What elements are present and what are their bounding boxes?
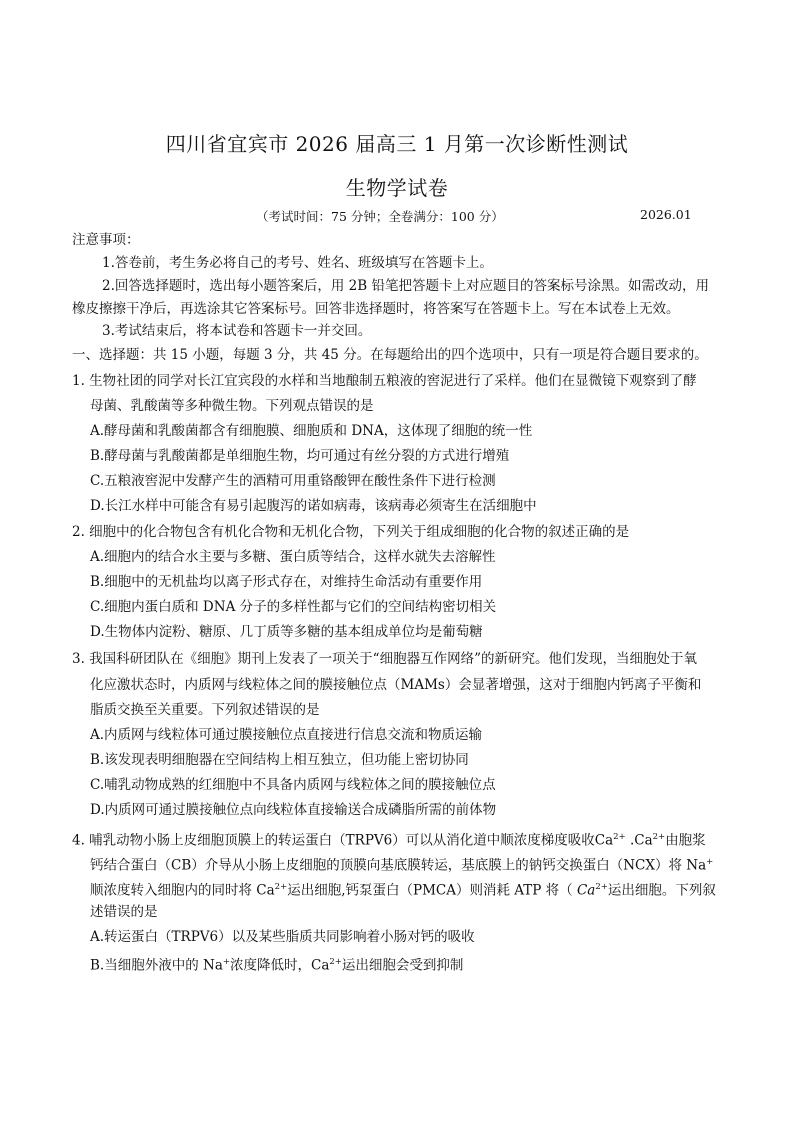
question-2-stem: 2. 细胞中的化合物包含有机化合物和无机化合物，下列关于组成细胞的化合物的叙述正确的是 [72, 524, 630, 540]
q4-text: 由胞浆 [665, 832, 706, 849]
note-item: 橡皮擦擦干净后，再选涂其它答案标号。回答非选择题时，将答案写在答题卡上。写在本试卷上无效。 [72, 301, 680, 317]
superscript: + [222, 957, 230, 967]
q4-text: Ca [576, 882, 596, 899]
superscript: 2+ [613, 832, 626, 842]
q4-text: .Ca [625, 832, 653, 849]
q4-text: B.当细胞外液中的 Na [90, 957, 223, 974]
q4-text: 运出细胞。下列叙 [607, 882, 716, 899]
question-3-stem-cont: 脂质交换至关重要。下列叙述错误的是 [90, 702, 320, 718]
exam-info: （考试时间：75 分钟；全卷满分：100 分） [256, 209, 504, 224]
question-3-option-c: C.哺乳动物成熟的红细胞中不具备内质网与线粒体之间的膜接触位点 [90, 777, 496, 793]
q4-text: 钙结合蛋白（CB）介导从小肠上皮细胞的顶膜向基底膜转运，基底膜上的钠钙交换蛋白（NCX）将 Na [90, 857, 707, 874]
superscript: 2+ [329, 957, 342, 967]
q4-text: 运出细胞会受到抑制 [341, 957, 464, 974]
notes-heading: 注意事项： [72, 232, 140, 248]
question-1-option-b: B.酵母菌与乳酸菌都是单细胞生物，均可通过有丝分裂的方式进行增殖 [90, 448, 510, 464]
section-heading: 一、选择题：共 15 小题，每题 3 分，共 45 分。在每题给出的四个选项中，只有一项是符合题目要求的。 [72, 347, 708, 363]
question-4-stem [72, 827, 706, 851]
note-item: 3.考试结束后，将本试卷和答题卡一并交回。 [102, 323, 372, 339]
question-2-option-c: C.细胞内蛋白质和 DNA 分子的多样性都与它们的空间结构密切相关 [90, 599, 497, 615]
question-2-option-b: B.细胞中的无机盐均以离子形式存在，对维持生命活动有重要作用 [90, 574, 483, 590]
superscript: 2+ [595, 882, 608, 892]
superscript: + [706, 857, 714, 867]
question-4-stem-cont [90, 852, 713, 876]
question-4-stem-cont [90, 877, 716, 901]
superscript: 2+ [652, 832, 666, 842]
q4-text: 4. 哺乳动物小肠上皮细胞顶膜上的转运蛋白（TRPV6）可以从消化道中顺浓度梯度吸收Ca [72, 832, 614, 849]
superscript: 2+ [274, 882, 288, 892]
q4-text: 浓度降低时，Ca [230, 957, 330, 974]
exam-date: 2026.01 [640, 207, 692, 222]
question-1-option-d: D.长江水样中可能含有易引起腹泻的诺如病毒，该病毒必须寄生在活细胞中 [90, 498, 537, 514]
question-3-option-d: D.内质网可通过膜接触位点向线粒体直接输送合成磷脂所需的前体物 [90, 802, 497, 818]
question-1-stem-cont: 母菌、乳酸菌等多种微生物。下列观点错误的是 [90, 398, 374, 414]
question-4-stem-cont: 述错误的是 [90, 904, 158, 920]
note-item: 2.回答选择题时，选出每小题答案后，用 2B 铅笔把答题卡上对应题目的答案标号涂黑。如需改动，用 [102, 278, 709, 294]
question-3-stem: 3. 我国科研团队在《细胞》期刊上发表了一项关于“细胞器互作网络”的新研究。他们发现，当细胞处于氧 [72, 651, 697, 667]
q4-text: 顺浓度转入细胞内的同时将 Ca [90, 882, 275, 899]
question-3-option-b: B.该发现表明细胞器在空间结构上相互独立，但功能上密切协同 [90, 752, 469, 768]
q4-text: 运出细胞,钙泵蛋白（PMCA）则消耗 ATP 将（ [287, 882, 577, 899]
question-1-option-c: C.五粮液窖泥中发酵产生的酒精可用重铬酸钾在酸性条件下进行检测 [90, 473, 496, 489]
question-1-option-a: A.酵母菌和乳酸菌都含有细胞膜、细胞质和 DNA，这体现了细胞的统一性 [90, 423, 533, 439]
page-title: 四川省宜宾市 2026 届高三 1 月第一次诊断性测试 [165, 132, 629, 156]
question-4-option-b [90, 952, 463, 976]
question-3-stem-cont: 化应激状态时，内质网与线粒体之间的膜接触位点（MAMs）会显著增强，这对于细胞内钙离子平衡和 [90, 677, 702, 693]
question-2-option-d: D.生物体内淀粉、糖原、几丁质等多糖的基本组成单位均是葡萄糖 [90, 624, 483, 640]
question-3-option-a: A.内质网与线粒体可通过膜接触位点直接进行信息交流和物质运输 [90, 727, 483, 743]
question-1-stem: 1. 生物社团的同学对长江宜宾段的水样和当地酿制五粮液的窖泥进行了采样。他们在显微镜下观察到了酵 [72, 373, 697, 389]
note-item: 1.答卷前，考生务必将自己的考号、姓名、班级填写在答题卡上。 [102, 255, 493, 271]
page-subtitle: 生物学试卷 [345, 176, 449, 200]
question-2-option-a: A.细胞内的结合水主要与多糖、蛋白质等结合，这样水就失去溶解性 [90, 549, 496, 565]
question-4-option-a: A.转运蛋白（TRPV6）以及某些脂质共同影响着小肠对钙的吸收 [90, 929, 475, 945]
